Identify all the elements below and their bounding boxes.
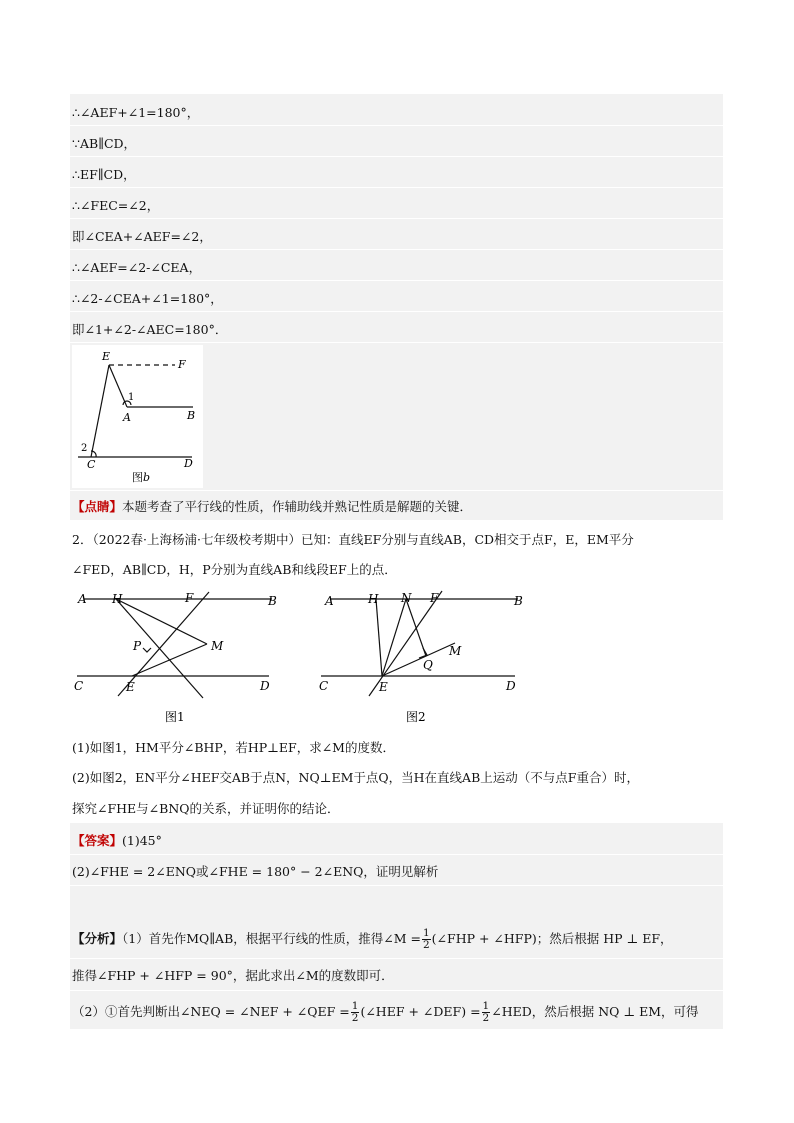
- label-M: M: [211, 639, 224, 653]
- divider: [70, 218, 723, 219]
- proof-line: ∵AB∥CD，: [72, 136, 137, 151]
- figure-caption: 图b: [132, 471, 151, 484]
- answer-tag: 【答案】: [72, 833, 123, 848]
- figure-caption: 图1: [165, 710, 185, 724]
- proof-line: 即∠CEA+∠AEF=∠2，: [72, 229, 212, 244]
- label-C: C: [87, 458, 96, 471]
- fraction-one-half: $\frac{1}{2}$: [422, 927, 430, 951]
- label-H: H: [112, 592, 123, 606]
- proof-line: ∴∠2-∠CEA+∠1=180°，: [72, 291, 223, 306]
- proof-line: 即∠1+∠2-∠AEC=180°．: [72, 322, 228, 337]
- figure-caption: 图2: [406, 710, 426, 724]
- label-P: P: [133, 639, 142, 653]
- divider: [70, 885, 723, 886]
- answer-2: (2)∠FHE = 2∠ENQ或∠FHE = 180° − 2∠ENQ，证明见解析: [72, 864, 439, 879]
- label-A: A: [325, 594, 334, 608]
- label-angle-1: 1: [128, 392, 135, 403]
- answer-1: (1)45°: [122, 833, 162, 848]
- proof-line: ∴∠FEC=∠2，: [72, 198, 160, 213]
- comment-text: 本题考查了平行线的性质，作辅助线并熟记性质是解题的关键．: [122, 499, 473, 514]
- label-C: C: [74, 679, 84, 693]
- divider: [70, 854, 723, 855]
- comment-line: [72, 497, 472, 515]
- label-N: N: [401, 591, 412, 605]
- proof-line: ∴EF∥CD，: [72, 167, 136, 182]
- divider: [70, 280, 723, 281]
- figure-b: [72, 345, 203, 488]
- question-2-line-1: (2)如图2，EN平分∠HEF交AB于点N，NQ⊥EM于点Q，当H在直线AB上运动（不与点F重合）时，: [72, 770, 639, 785]
- label-E: E: [126, 680, 135, 694]
- label-C: C: [319, 679, 329, 693]
- divider: [70, 990, 723, 991]
- divider: [70, 342, 723, 343]
- analysis-tag: 【分析】: [72, 931, 123, 946]
- divider: [70, 187, 723, 188]
- label-H: H: [368, 592, 379, 606]
- label-E: E: [102, 350, 111, 363]
- divider: [70, 156, 723, 157]
- divider: [70, 958, 723, 959]
- divider: [70, 490, 723, 491]
- problem-line-1: 2．（2022春·上海杨浦·七年级校考期中）已知：直线EF分别与直线AB，CD相交于点F，E，EM平分: [72, 532, 634, 547]
- label-F: F: [430, 591, 439, 605]
- analysis-line-3: （2）①首先判断出∠NEQ = ∠NEF + ∠QEF = $\frac{1}{2}$ (∠HEF + ∠DEF) = $\frac{1}{2}$ ∠HED，然后根据 NQ ⊥ EM，可得: [72, 1000, 699, 1024]
- divider: [70, 249, 723, 250]
- label-Q: Q: [423, 658, 433, 672]
- proof-line: ∴∠AEF=∠2-∠CEA，: [72, 260, 202, 275]
- label-A: A: [123, 411, 131, 424]
- proof-line: ∴∠AEF+∠1=180°，: [72, 105, 200, 120]
- label-F: F: [178, 358, 186, 371]
- answer-line-1: [72, 831, 162, 849]
- figure-2: [318, 588, 528, 728]
- figure-1: [72, 588, 282, 728]
- label-A: A: [78, 592, 87, 606]
- label-B: B: [187, 409, 196, 422]
- label-angle-2: 2: [81, 443, 88, 454]
- label-D: D: [260, 679, 270, 693]
- divider: [70, 311, 723, 312]
- problem-line-2: ∠FED，AB∥CD，H，P分别为直线AB和线段EF上的点．: [72, 562, 397, 577]
- label-D: D: [506, 679, 516, 693]
- fraction-one-half: $\frac{1}{2}$: [482, 1000, 490, 1024]
- label-M: M: [449, 644, 462, 658]
- fraction-one-half: $\frac{1}{2}$: [351, 1000, 359, 1024]
- label-D: D: [184, 457, 193, 470]
- label-E: E: [379, 680, 388, 694]
- comment-tag: 【点睛】: [72, 499, 123, 514]
- analysis-line-2: 推得∠FHP + ∠HFP = 90°，据此求出∠M的度数即可．: [72, 968, 394, 983]
- analysis-line-1: 【分析】（1）首先作MQ∥AB，根据平行线的性质，推得∠M = $\frac{1}{2}$ (∠FHP + ∠HFP)；然后根据 HP ⊥ EF，: [72, 927, 673, 951]
- question-2-line-2: 探究∠FHE与∠BNQ的关系，并证明你的结论．: [72, 801, 340, 816]
- label-B: B: [268, 594, 277, 608]
- label-B: B: [514, 594, 523, 608]
- label-F: F: [185, 591, 194, 605]
- question-1: (1)如图1，HM平分∠BHP，若HP⊥EF，求∠M的度数．: [72, 740, 395, 755]
- divider: [70, 125, 723, 126]
